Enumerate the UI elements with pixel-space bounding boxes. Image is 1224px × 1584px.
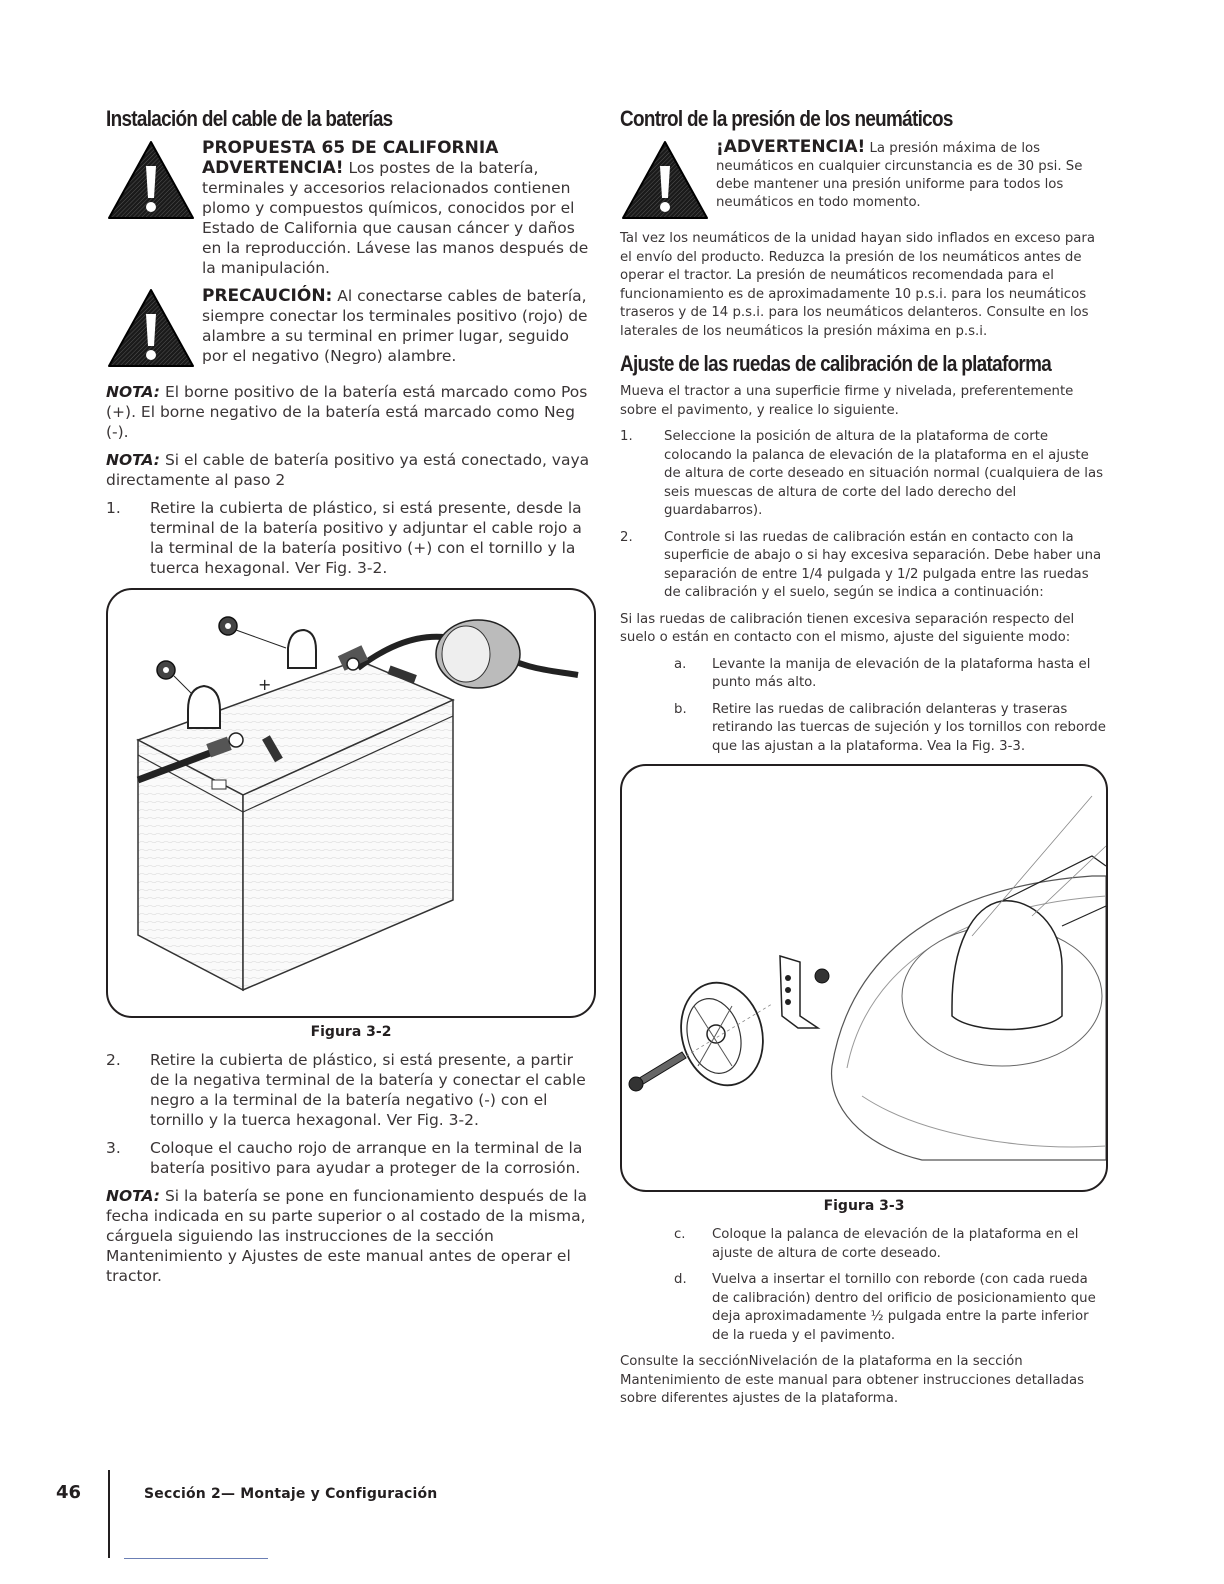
battery-cable-heading: Instalación del cable de la baterías: [106, 106, 393, 131]
positive-sign: +: [258, 675, 272, 694]
battery-illustration: [108, 590, 594, 1016]
note-text: Si la batería se pone en funcionamiento después de la fecha indicada en su parte superior o al costado de la misma, cárguela siguiendo las instrucciones de la sección Mantenimiento y Ajustes de este manual antes de operar el tractor.: [106, 1187, 587, 1285]
step-text: Levante la manija de elevación de la plataforma hasta el punto más alto.: [712, 656, 1091, 690]
step-text: Retire la cubierta de plástico, si está presente, desde la terminal de la batería positivo y adjuntar el cable rojo a la terminal de la batería positivo (+) con el tornillo y la tuerca hexagonal. Ver Fig. 3-2.: [150, 499, 582, 577]
shoulder-bolt: [636, 1052, 686, 1086]
footer-divider: [108, 1470, 110, 1558]
note-battery-charge: [106, 1186, 596, 1286]
deck-leveling-reference: Consulte la secciónNivelación de la plataforma en la sección Mantenimiento de este manual para obtener instrucciones detalladas sobre diferentes ajustes de la plataforma.: [620, 1354, 1085, 1406]
gauge-wheels-intro: Mueva el tractor a una superficie firme y nivelada, preferentemente sobre el pavimento, y realice lo siguiente.: [620, 384, 1074, 418]
step-number: 1.: [620, 429, 633, 444]
step-text: Retire la cubierta de plástico, si está presente, a partir de la negativa terminal de la batería y conectar el cable negro a la terminal de la batería negativo (-) con el tornillo y la tuerca hexagonal. Ver Fig. 3-2.: [150, 1051, 586, 1129]
tire-pressure-heading: Control de la presión de los neumáticos: [620, 106, 953, 131]
tire-warning-text: La presión máxima de los neumáticos en cualquier circunstancia es de 30 psi. Se debe mantener una presión uniforme para todos los neumáticos en todo momento.: [716, 141, 1083, 210]
wheel-bracket: [780, 956, 818, 1028]
prop65-keyword: ADVERTENCIA!: [202, 158, 344, 178]
step-2: [106, 1050, 596, 1130]
substep-d: [674, 1271, 1108, 1345]
caution-keyword: PRECAUCIÓN:: [202, 286, 333, 306]
step-letter: a.: [674, 656, 687, 672]
figure-3-2-caption: Figura 3-2: [310, 1024, 392, 1040]
step-text: Controle si las ruedas de calibración están en contacto con la superficie de abajo o si hay excesiva separación. Debe haber una separación de entre 1/4 pulgada y 1/2 pulgada entre las ruedas de calibración y el suelo, según se indica a continuación:: [664, 529, 1102, 600]
left-column: [106, 100, 596, 1294]
step-number: 2.: [620, 529, 633, 545]
note-label: NOTA:: [106, 451, 161, 469]
hex-nut: [815, 969, 829, 983]
prop65-text: Los postes de la batería, terminales y accesorios relacionados contienen plomo y compuestos químicos, conocidos por el Estado de California que causan cáncer y daños en la reproducción. Lávese las manos después de la manipulación.: [202, 159, 589, 277]
substep-b: [674, 701, 1108, 757]
step-1: [106, 498, 596, 578]
tire-warning-keyword: ¡ADVERTENCIA!: [716, 137, 866, 157]
caution-text: Al conectarse cables de batería, siempre conectar los terminales positivo (rojo) de alambre a su terminal en primer lugar, seguido por el negativo (Negro) alambre.: [202, 287, 588, 365]
warning-triangle-icon: [620, 138, 710, 222]
step-number: 2.: [106, 1051, 121, 1069]
note-terminals: [106, 382, 596, 442]
note-positive-connected: [106, 450, 596, 490]
step-letter: b.: [674, 701, 687, 717]
step-text: Retire las ruedas de calibración delanteras y traseras retirando las tuercas de sujeción y los tornillos con reborde que las ajustan a la plataforma. Vea la Fig. 3-3.: [712, 701, 1106, 754]
section-label: Sección 2— Montaje y Configuración: [144, 1486, 438, 1502]
step-text: Vuelva a insertar el tornillo con reborde (con cada rueda de calibración) dentro del orificio de posicionamiento que deja aproximadamente ½ pulgada entre la parte inferior de la rueda y el pavimento.: [712, 1272, 1096, 1343]
prop65-title: PROPUESTA 65 DE CALIFORNIA: [202, 138, 499, 158]
note-label: NOTA:: [106, 1187, 161, 1205]
tire-pressure-warning: [620, 138, 1108, 226]
step-text: Coloque el caucho rojo de arranque en la terminal de la batería positivo para ayudar a proteger de la corrosión.: [150, 1139, 583, 1177]
step-number: 1.: [106, 499, 121, 517]
step-1: [620, 428, 1108, 521]
step-text: Coloque la palanca de elevación de la plataforma en el ajuste de altura de corte deseado.: [712, 1227, 1079, 1261]
step-3: [106, 1138, 596, 1178]
gauge-wheels-heading: Ajuste de las ruedas de calibración de la plataforma: [620, 351, 1052, 376]
prop65-warning: [106, 138, 596, 278]
warning-triangle-icon: [106, 138, 196, 222]
bottom-rule: [124, 1558, 268, 1559]
caution-warning: [106, 286, 596, 376]
figure-3-2-battery: [106, 588, 596, 1018]
note-text: Si el cable de batería positivo ya está conectado, vaya directamente al paso 2: [106, 451, 590, 489]
positive-terminal: [288, 630, 316, 668]
page-number: 46: [56, 1482, 82, 1503]
right-column: [620, 100, 1108, 1417]
figure-3-3-deck: [620, 764, 1108, 1192]
step-2: [620, 529, 1108, 603]
deck-gauge-wheel-illustration: [622, 766, 1106, 1190]
negative-terminal: [188, 686, 220, 728]
substep-a: [674, 656, 1108, 693]
tire-pressure-paragraph: Tal vez los neumáticos de la unidad hayan sido inflados en exceso para el envío del producto. Reduzca la presión de los neumáticos antes de operar el tractor. La presión de neumáticos recomendada para el funcionamiento es de aproximadamente 10 p.s.i. para los neumáticos traseros y de 14 p.s.i. para los neumáticos delanteros. Consulte en los laterales de los neumáticos la presión máxima en p.s.i.: [620, 231, 1096, 339]
substep-c: [674, 1226, 1108, 1263]
note-label: NOTA:: [106, 383, 161, 401]
note-text: El borne positivo de la batería está marcado como Pos (+). El borne negativo de la batería está marcado como Neg (-).: [106, 383, 588, 441]
step-text: Seleccione la posición de altura de la plataforma de corte colocando la palanca de elevación de la plataforma en el ajuste de altura de corte deseado en situación normal (cualquiera de las seis muescas de altura de corte del lado derecho del guardabarros).: [664, 429, 1104, 518]
warning-triangle-icon: [106, 286, 196, 370]
step-letter: c.: [674, 1227, 686, 1242]
step-letter: d.: [674, 1272, 687, 1287]
adjust-intro: Si las ruedas de calibración tienen excesiva separación respecto del suelo o están en contacto con el mismo, ajuste del siguiente modo:: [620, 611, 1075, 645]
step-number: 3.: [106, 1139, 121, 1157]
figure-3-3-caption: Figura 3-3: [823, 1198, 905, 1214]
